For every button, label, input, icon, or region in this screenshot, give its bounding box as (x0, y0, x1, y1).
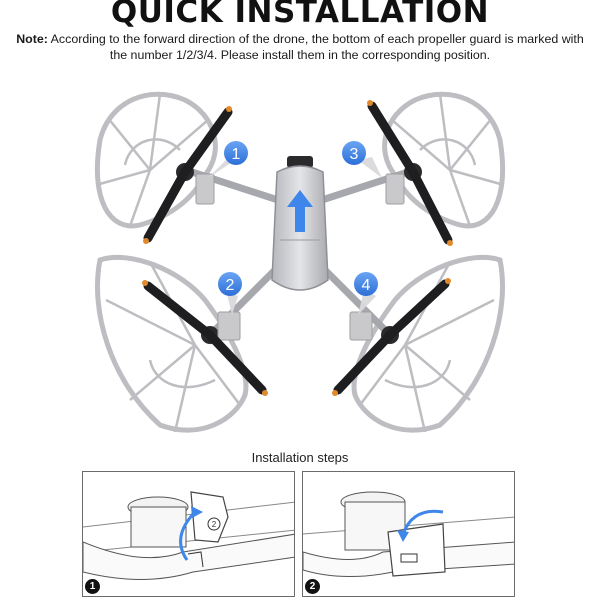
installation-steps-title: Installation steps (251, 450, 349, 465)
step-2-illustration (303, 472, 515, 597)
svg-text:2: 2 (225, 277, 235, 294)
step-1-panel (82, 471, 295, 597)
marker-1 (224, 141, 248, 165)
svg-text:4: 4 (361, 277, 371, 294)
step-2-number: 2 (305, 579, 320, 594)
svg-text:3: 3 (349, 146, 359, 163)
note-label: Note: (16, 32, 48, 46)
step-1-illustration (83, 472, 295, 597)
step-1-number: 1 (85, 579, 100, 594)
marker-3 (342, 141, 366, 165)
marker-4 (354, 272, 378, 296)
note-text: According to the forward direction of the drone, the bottom of each propeller guard is marked with the number 1/2/3/4. Please install them in the corresponding position. (50, 32, 584, 62)
propeller-3 (367, 100, 453, 246)
page-title: QUICK INSTALLATION (110, 0, 490, 30)
step-2-panel (302, 471, 515, 597)
installation-note (10, 31, 590, 63)
drone-illustration (0, 64, 600, 450)
guard-number-mark: 2 (211, 520, 217, 529)
marker-2 (218, 272, 242, 296)
svg-text:1: 1 (231, 146, 241, 163)
